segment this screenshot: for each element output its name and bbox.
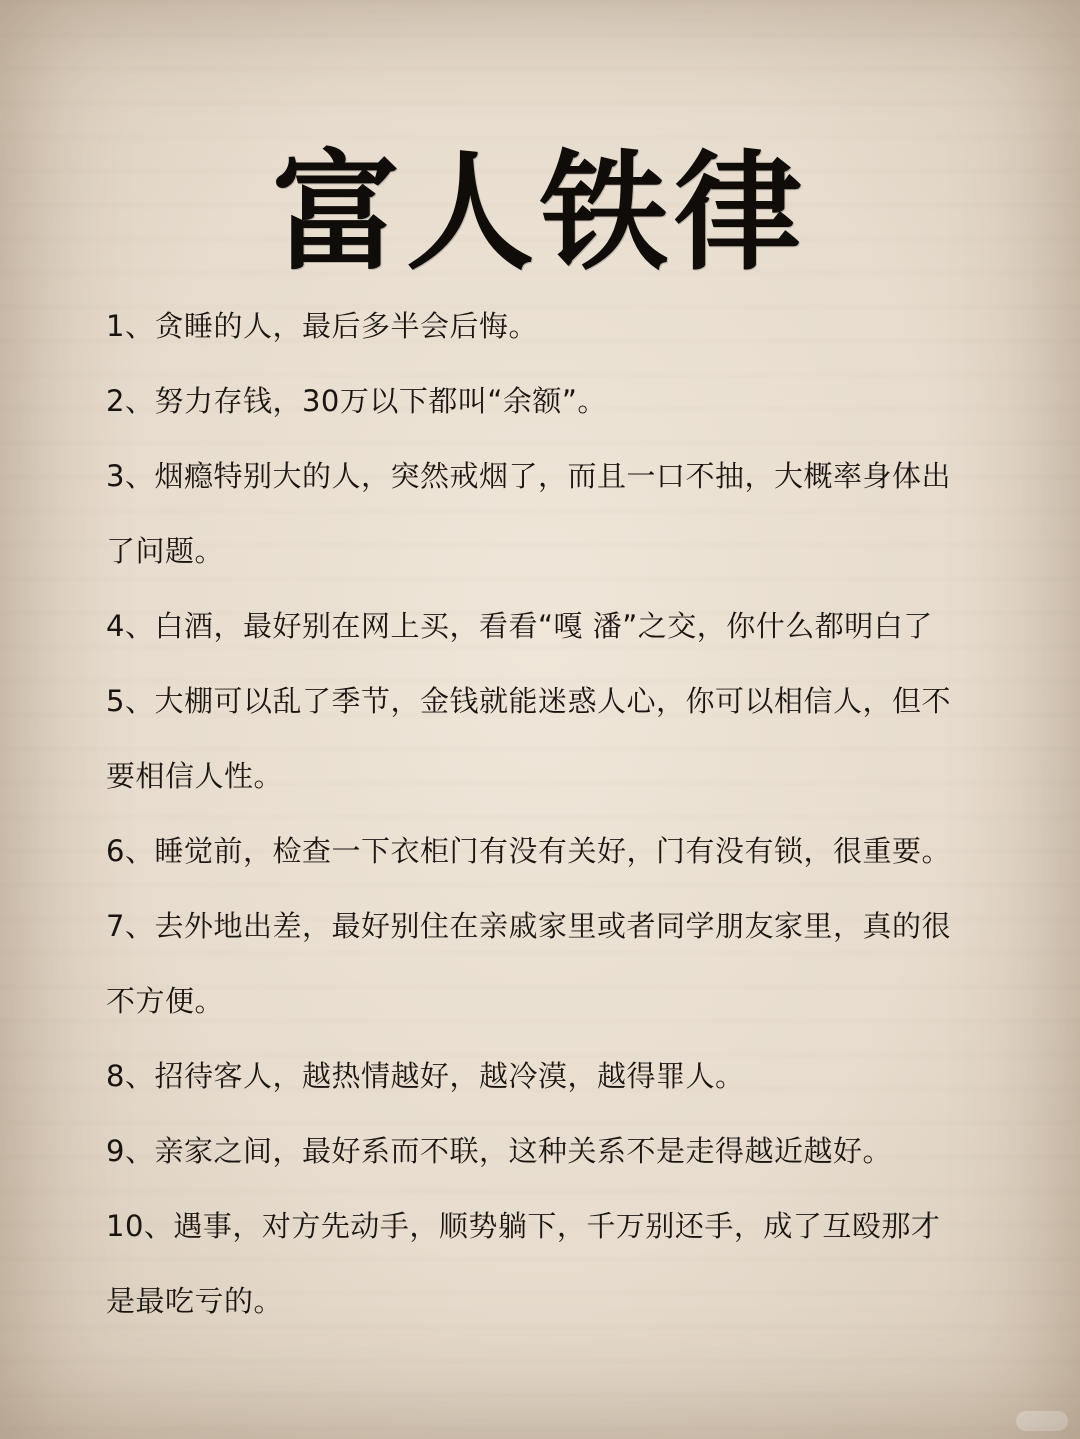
rule-line: 是最吃亏的。 bbox=[106, 1284, 284, 1318]
rule-line: 7、去外地出差，最好别住在亲戚家里或者同学朋友家里，真的很 bbox=[106, 909, 951, 943]
page-title: 富人铁律 bbox=[271, 138, 808, 288]
rule-line: 3、烟瘾特别大的人，突然戒烟了，而且一口不抽，大概率身体出 bbox=[106, 459, 951, 493]
rules-list bbox=[106, 289, 986, 1339]
rule-line: 5、大棚可以乱了季节，金钱就能迷惑人心，你可以相信人，但不 bbox=[106, 684, 951, 718]
watermark-logo bbox=[1016, 1411, 1068, 1431]
rule-line: 6、睡觉前，检查一下衣柜门有没有关好，门有没有锁，很重要。 bbox=[106, 834, 951, 868]
rule-line: 9、亲家之间，最好系而不联，这种关系不是走得越近越好。 bbox=[106, 1134, 892, 1168]
rule-line: 4、白酒，最好别在网上买，看看“嘎 潘”之交，你什么都明白了 bbox=[106, 609, 933, 643]
rule-line: 8、招待客人，越热情越好，越冷漠，越得罪人。 bbox=[106, 1059, 745, 1093]
rule-line: 不方便。 bbox=[106, 984, 225, 1018]
rule-line: 要相信人性。 bbox=[106, 759, 284, 793]
rule-line: 10、遇事，对方先动手，顺势躺下，千万别还手，成了互殴那才 bbox=[106, 1209, 941, 1243]
rule-line: 了问题。 bbox=[106, 534, 225, 568]
rule-line: 2、努力存钱，30万以下都叫“余额”。 bbox=[106, 384, 607, 418]
rule-line: 1、贪睡的人，最后多半会后悔。 bbox=[106, 309, 538, 343]
